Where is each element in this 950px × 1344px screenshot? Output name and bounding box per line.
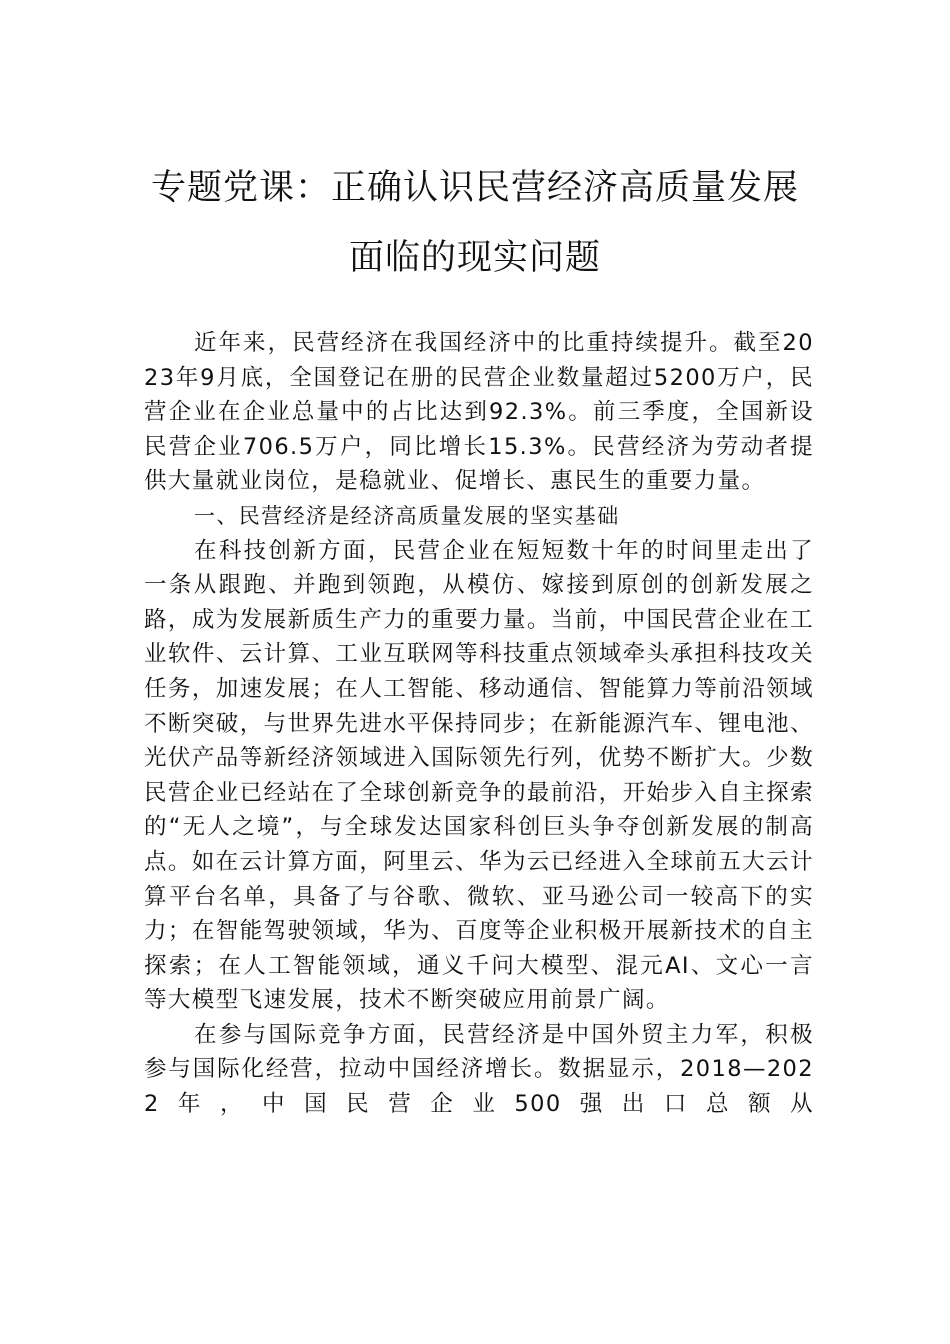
paragraph-intro: 近年来，民营经济在我国经济中的比重持续提升。截至2023年9月底，全国登记在册的民营企业数量超过5200万户，民营企业在企业总量中的占比达到92.3%。前三季度，全国新设民营企业706.5万户，同比增长15.3%。民营经济为劳动者提供大量就业岗位，是稳就业、促增长、惠民生的重要力量。 bbox=[144, 330, 814, 495]
paragraph-tech-innovation: 在科技创新方面，民营企业在短短数十年的时间里走出了一条从跟跑、并跑到领跑，从模仿、嫁接到原创的创新发展之路，成为发展新质生产力的重要力量。当前，中国民营企业在工业软件、云计算、工业互联网等科技重点领域牵头承担科技攻关任务，加速发展；在人工智能、移动通信、智能算力等前沿领域不断突破，与世界先进水平保持同步；在新能源汽车、锂电池、光伏产品等新经济领域进入国际领先行列，优势不断扩大。少数民营企业已经站在了全球创新竞争的最前沿，开始步入自主探索的“无人之境”，与全球发达国家科创巨头争夺创新发展的制高点。如在云计算方面，阿里云、华为云已经进入全球前五大云计算平台名单，具备了与谷歌、微软、亚马逊公司一较高下的实力；在智能驾驶领域，华为、百度等企业积极开展新技术的自主探索；在人工智能领域，通义千问大模型、混元AI、文心一言等大模型飞速发展，技术不断突破应用前景广阔。 bbox=[144, 537, 814, 1014]
document-title-line-1: 专题党课：正确认识民营经济高质量发展 bbox=[150, 168, 799, 208]
document-title-line-2: 面临的现实问题 bbox=[348, 238, 601, 278]
section-heading-1: 一、民营经济是经济高质量发展的坚实基础 bbox=[194, 503, 620, 528]
paragraph-international-competition: 在参与国际竞争方面，民营经济是中国外贸主力军，积极参与国际化经营，拉动中国经济增长。数据显示，2018—2022年，中国民营企业500强出口总额从 bbox=[144, 1021, 814, 1118]
document-body bbox=[144, 326, 814, 1122]
